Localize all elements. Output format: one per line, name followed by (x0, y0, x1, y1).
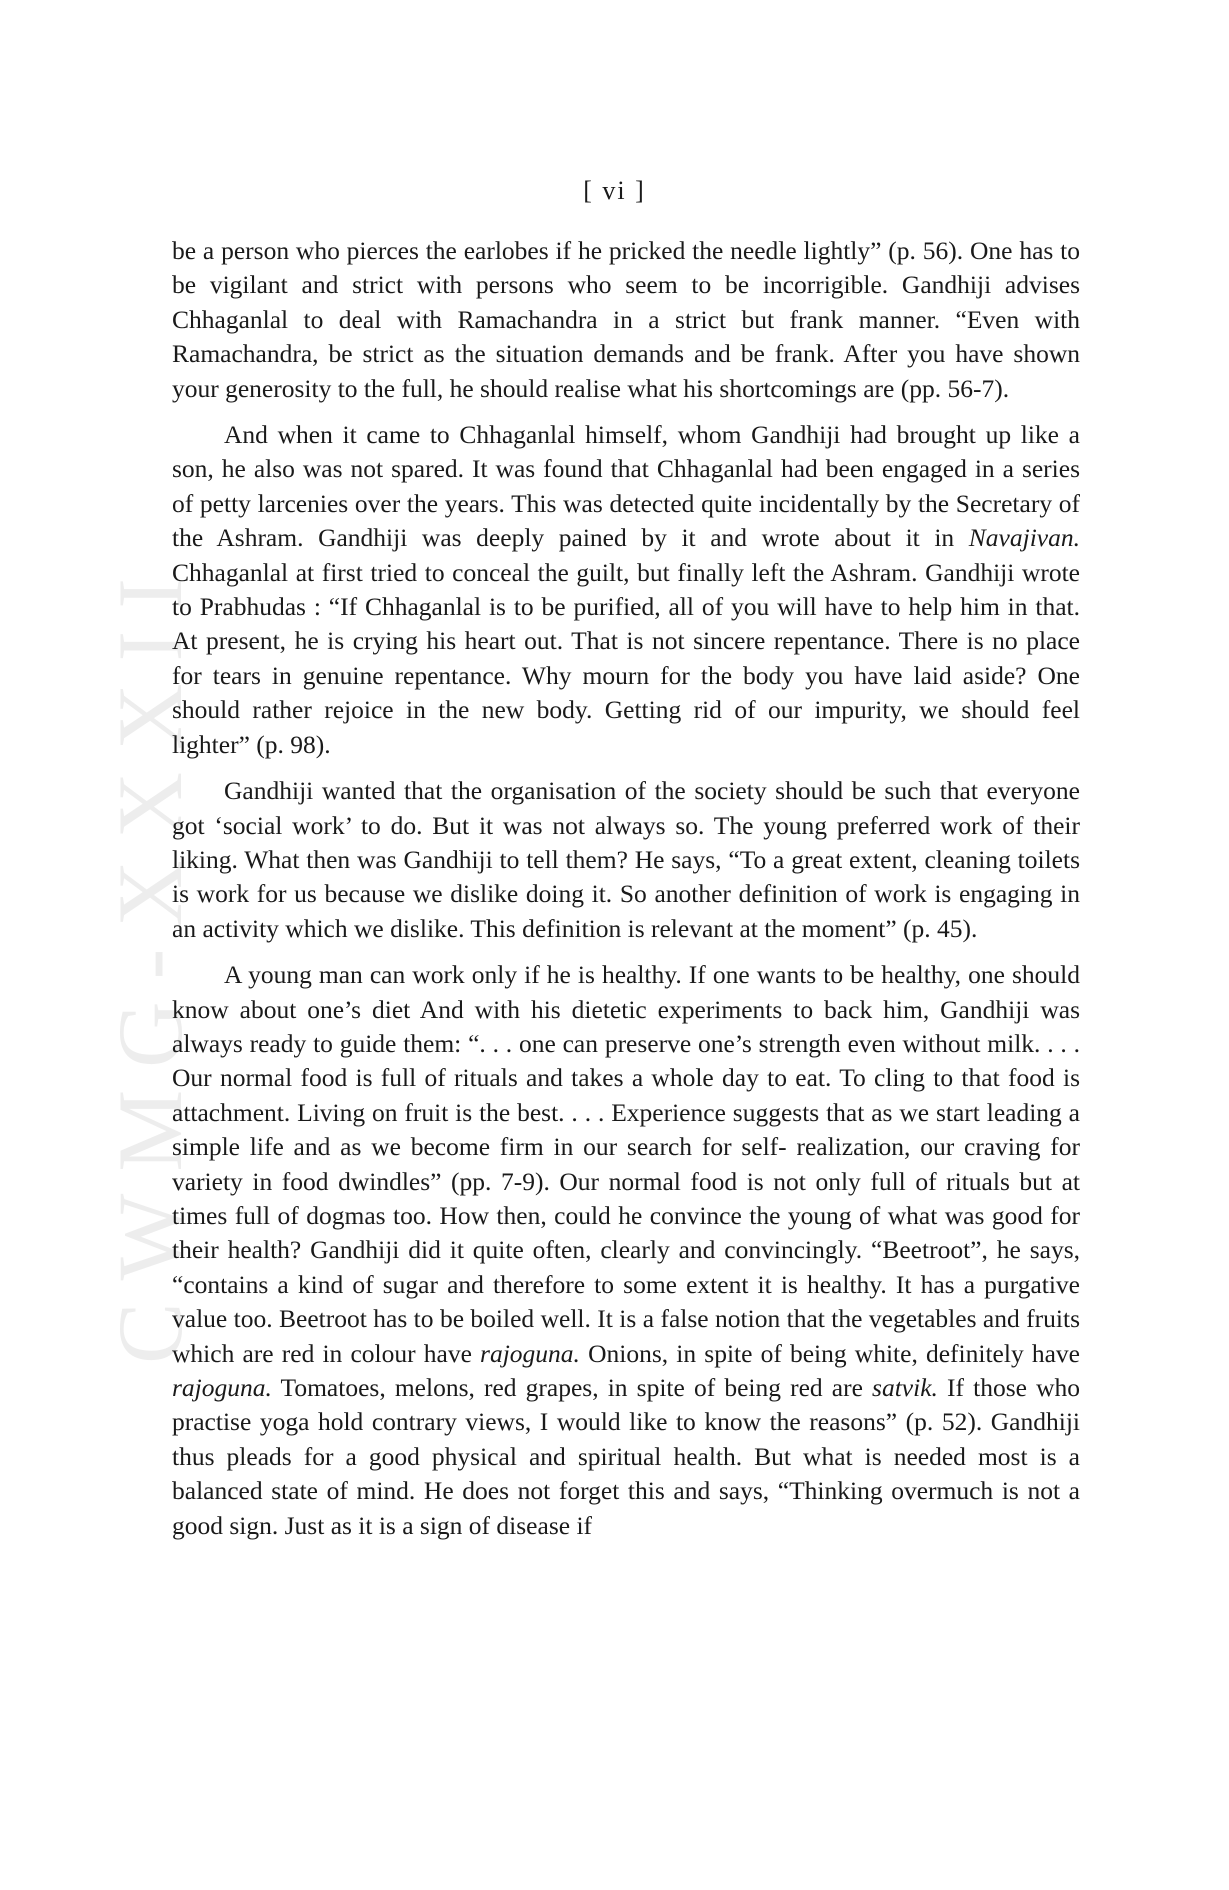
paragraph-4-text-d: If those who practise yoga hold contrary views, I would like to know the reasons” (p. 52). Gandhiji thus pleads for a good physical and spiritual health. But what is needed most is a balanced state of mind. He does not forget this and says, “Thinking overmuch is not a good sign. Just as it is a sign of disease if (172, 1373, 1080, 1540)
paragraph-2-text-a: And when it came to Chhaganlal himself, whom Gandhiji had brought up like a son, he also was not spared. It was found that Chhaganlal had been engaged in a series of petty larcenies over the years. This was detected quite incidentally by the Secretary of the Ashram. Gandhiji was deeply pained by it and wrote about it in (172, 420, 1080, 553)
body-text (172, 234, 1080, 1555)
italic-term-satvik: satvik. (872, 1373, 938, 1402)
italic-term-navajivan: Navajivan. (968, 523, 1080, 553)
italic-term-rajoguna-2: rajoguna. (172, 1373, 272, 1402)
paragraph-4 (172, 958, 1080, 1543)
paragraph-1-text: be a person who pierces the earlobes if he pricked the needle lightly” (p. 56). One has to be vigilant and strict with persons who seem to be incorrigible. Gandhiji advises Chhaganlal to deal with Ramachandra in a strict but frank manner. “Even with Ramachandra, be strict as the situation demands and be frank. After you have shown your generosity to the full, he should realise what his shortcomings are (pp. 56-7). (172, 236, 1080, 403)
paragraph-4-text-a: A young man can work only if he is healthy. If one wants to be healthy, one should know about one’s diet And with his dietetic experiments to back him, Gandhiji was always ready to guide them: “. . . one can preserve one’s strength even without milk. . . . Our normal food is full of rituals and takes a whole day to eat. To cling to that food is attachment. Living on fruit is the best. . . . Experience suggests that as we start leading a simple life and as we become firm in our search for self- realization, our craving for variety in food dwindles” (pp. 7-9). Our normal food is not only full of rituals but at times full of dogmas too. How then, could he convince the young of what was good for their health? Gandhiji did it quite often, clearly and convincingly. “Beetroot”, he says, “contains a kind of sugar and therefore to some extent it is healthy. It has a purgative value too. Beetroot has to be boiled well. It is a false notion that the vegetables and fruits which are red in colour have (172, 960, 1080, 1368)
paragraph-3-text: Gandhiji wanted that the organisation of the society should be such that everyone got ‘social work’ to do. But it was not always so. The young preferred work of their liking. What then was Gandhiji to tell them? He says, “To a great extent, cleaning toilets is work for us because we dislike doing it. So another definition of work is engaging in an activity which we dislike. This definition is relevant at the moment” (p. 45). (172, 776, 1080, 943)
paragraph-2-text-b: Chhaganlal at first tried to conceal the guilt, but finally left the Ashram. Gandhiji wrote to Prabhudas : “If Chhaganlal is to be purified, all of you will have to help him in that. At present, he is crying his heart out. That is not sincere repentance. There is no place for tears in genuine repentance. Why mourn for the body you have laid aside? One should rather rejoice in the new body. Getting rid of our impurity, we should feel lighter” (p. 98). (172, 557, 1080, 759)
paragraph-2 (172, 418, 1080, 762)
page-number: [ vi ] (583, 176, 646, 205)
paragraph-4-text-b: Onions, in spite of being white, definitely have (579, 1338, 1080, 1368)
paragraph-1 (172, 234, 1080, 406)
paragraph-4-text-c: Tomatoes, melons, red grapes, in spite of being red are (271, 1373, 873, 1402)
italic-term-rajoguna-1: rajoguna. (480, 1338, 580, 1368)
paragraph-3 (172, 774, 1080, 946)
watermark-text: CWMG-XXXII (99, 556, 201, 1364)
